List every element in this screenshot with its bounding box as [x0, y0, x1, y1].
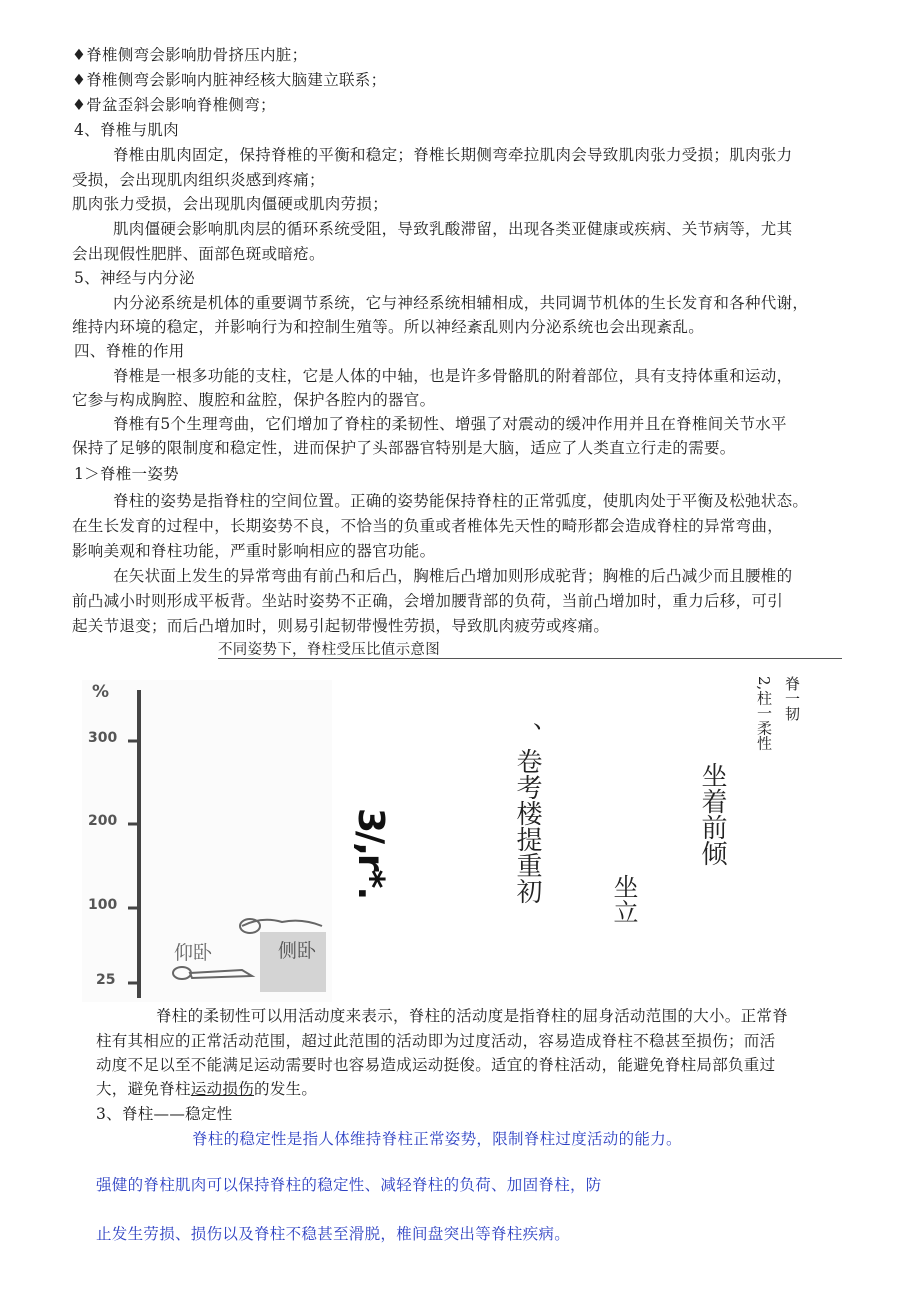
text-segment: 大，避免脊柱: [96, 1080, 191, 1098]
paragraph-line: 会出现假性肥胖、面部色斑或暗疮。: [72, 245, 325, 263]
paragraph-line: 保持了足够的限制度和稳定性，进而保护了头部器官特别是大脑，适应了人类直立行走的需要。: [72, 439, 736, 457]
paragraph-line: 脊椎有5个生理弯曲，它们增加了脊柱的柔韧性、增强了对震动的缓冲作用并且在脊椎间关节水平: [113, 415, 787, 433]
caption-rule: [218, 658, 842, 659]
y-tick-300: 300: [88, 730, 118, 746]
paragraph-line: 脊椎是一根多功能的支柱，它是人体的中轴，也是许多骨骼肌的附着部位，具有支持体重和运动，: [113, 367, 793, 385]
paragraph-line: 内分泌系统是机体的重要调节系统，它与神经系统相辅相成，共同调节机体的生长发育和各种代谢，: [113, 294, 809, 312]
paragraph-line: 柱有其相应的正常活动范围，超过此范围的活动即为过度活动，容易造成脊柱不稳甚至损伤；而活: [96, 1032, 776, 1050]
paragraph-line: 在矢状面上发生的异常弯曲有前凸和后凸，胸椎后凸增加则形成驼背；胸椎的后凸减少而且腰椎的: [113, 567, 793, 585]
paragraph-line: 强健的脊柱肌肉可以保持脊柱的稳定性、减轻脊柱的负荷、加固脊柱，防: [96, 1176, 602, 1194]
side-note-b: 脊一韧: [783, 676, 801, 721]
figure-label-lift: 、卷考楼提重初: [512, 722, 542, 904]
bar-label-supine: 仰卧: [174, 942, 213, 964]
bullet-item: ♦脊椎侧弯会影响肋骨挤压内脏；: [72, 46, 308, 64]
paragraph-line: 前凸减小时则形成平板背。坐站时姿势不正确，会增加腰背部的负荷，当前凸增加时，重力后移，可引: [72, 592, 784, 610]
text-segment: 的发生。: [254, 1080, 318, 1098]
figure-label-sit: 坐立: [610, 874, 639, 924]
chart-image: [82, 680, 332, 1002]
figure-label-garbled: 3/,r*.: [350, 808, 391, 899]
section-heading: 4、脊椎与肌肉: [74, 121, 179, 139]
paragraph-line: 脊柱的稳定性是指人体维持脊柱正常姿势，限制脊柱过度活动的能力。: [192, 1130, 682, 1148]
y-tick-200: 200: [88, 813, 118, 829]
paragraph-line: 在生长发育的过程中，长期姿势不良，不恰当的负重或者椎体先天性的畸形都会造成脊柱的异常弯曲，: [72, 517, 784, 535]
paragraph-line: 受损，会出现肌肉组织炎感到疼痛；: [72, 171, 325, 189]
side-lying-figure-icon: [240, 919, 322, 933]
side-note-a: 2,柱一柔性: [755, 676, 773, 751]
section-heading: 5、神经与内分泌: [74, 269, 195, 287]
paragraph-line: 肌肉张力受损，会出现肌肉僵硬或肌肉劳损；: [72, 195, 389, 213]
section-heading: 1＞脊椎一姿势: [74, 465, 179, 483]
paragraph-line: [96, 1079, 317, 1099]
paragraph-line: 起关节退变；而后凸增加时，则易引起韧带慢性劳损，导致肌肉疲劳或疼痛。: [72, 617, 610, 635]
underlined-term: 运动损伤: [190, 1080, 255, 1098]
y-tick-25: 25: [96, 972, 116, 988]
paragraph-line: 止发生劳损、损伤以及脊柱不稳甚至滑脱，椎间盘突出等脊柱疾病。: [96, 1225, 571, 1243]
section-heading: 四、脊椎的作用: [74, 342, 185, 360]
paragraph-line: 脊柱的姿势是指脊柱的空间位置。正确的姿势能保持脊柱的正常弧度，使肌肉处于平衡及松弛状态。: [113, 492, 809, 510]
paragraph-line: 维持内环境的稳定，并影响行为和控制生殖等。所以神经紊乱则内分泌系统也会出现紊乱。: [72, 318, 705, 336]
figure-label-lean: 坐着前倾: [697, 762, 727, 866]
figure-caption: 不同姿势下，脊柱受压比值示意图: [218, 642, 440, 658]
paragraph-line: 脊椎由肌肉固定，保持脊椎的平衡和稳定；脊椎长期侧弯牵拉肌肉会导致肌肉张力受损；肌肉张力: [113, 146, 793, 164]
paragraph-line: 动度不足以至不能满足运动需要时也容易造成运动挺俊。适宜的脊柱活动，能避免脊柱局部负重过: [96, 1056, 776, 1074]
bar-label-side-lying: 侧卧: [277, 940, 316, 962]
bullet-item: ♦骨盆歪斜会影响脊椎侧弯；: [72, 96, 276, 114]
paragraph-line: 它参与构成胸腔、腹腔和盆腔，保护各腔内的器官。: [72, 391, 436, 409]
paragraph-line: 脊柱的柔韧性可以用活动度来表示，脊柱的活动度是指脊柱的屈身活动范围的大小。正常脊: [156, 1007, 789, 1025]
y-tick-100: 100: [88, 897, 118, 913]
bullet-item: ♦脊椎侧弯会影响内脏神经核大脑建立联系；: [72, 71, 387, 89]
section-heading: 3、脊柱——稳定性: [96, 1105, 233, 1123]
paragraph-line: 肌肉僵硬会影响肌肉层的循环系统受阻，导致乳酸滞留，出现各类亚健康或疾病、关节病等，尤其: [113, 220, 793, 238]
y-unit-label: %: [92, 682, 110, 702]
paragraph-line: 影响美观和脊柱功能，严重时影响相应的器官功能。: [72, 542, 436, 560]
supine-figure-icon: [173, 967, 252, 979]
